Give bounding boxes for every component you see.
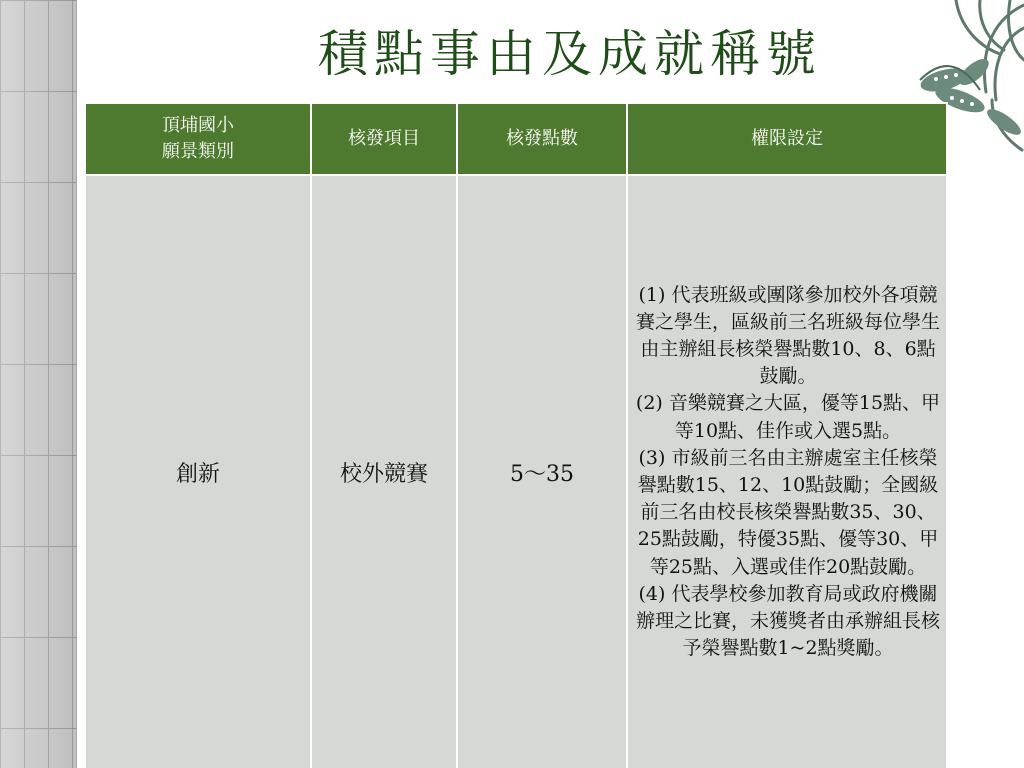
table-row xyxy=(85,175,947,768)
header-issue-item: 核發項目 xyxy=(311,103,457,175)
cell-item: 校外競賽 xyxy=(311,175,457,768)
rule-2: (2) 音樂競賽之大區，優等15點、甲等10點、佳作或入選5點。 xyxy=(635,392,941,442)
rule-4: (4) 代表學校參加教育局或政府機關辦理之比賽，未獲獎者由承辦組長核予榮譽點數1~2點獎勵。 xyxy=(635,582,940,660)
header-vision-category-line1: 頂埔國小 xyxy=(162,115,234,136)
cell-points: 5～35 xyxy=(457,175,627,768)
header-vision-category xyxy=(85,103,311,175)
header-authority: 權限設定 xyxy=(627,103,947,175)
page-title: 積點事由及成就稱號 xyxy=(318,25,822,83)
rule-1: (1) 代表班級或團隊參加校外各項競賽之學生，區級前三名班級每位學生由主辦組長核榮譽點數10、8、6點鼓勵。 xyxy=(635,283,940,388)
rule-3: (3) 市級前三名由主辦處室主任核榮譽點數15、12、10點鼓勵；全國級前三名由校長核榮譽點數35、30、25點鼓勵，特優35點、優等30、甲等25點、入選或佳作20點鼓勵。 xyxy=(637,446,939,578)
points-table xyxy=(84,102,948,768)
header-issue-points: 核發點數 xyxy=(457,103,627,175)
left-tile-strip xyxy=(0,0,77,768)
header-vision-category-line2: 願景類別 xyxy=(162,141,234,162)
cell-authority-rules xyxy=(627,175,947,768)
table-header-row xyxy=(85,103,947,175)
cell-category: 創新 xyxy=(85,175,311,768)
